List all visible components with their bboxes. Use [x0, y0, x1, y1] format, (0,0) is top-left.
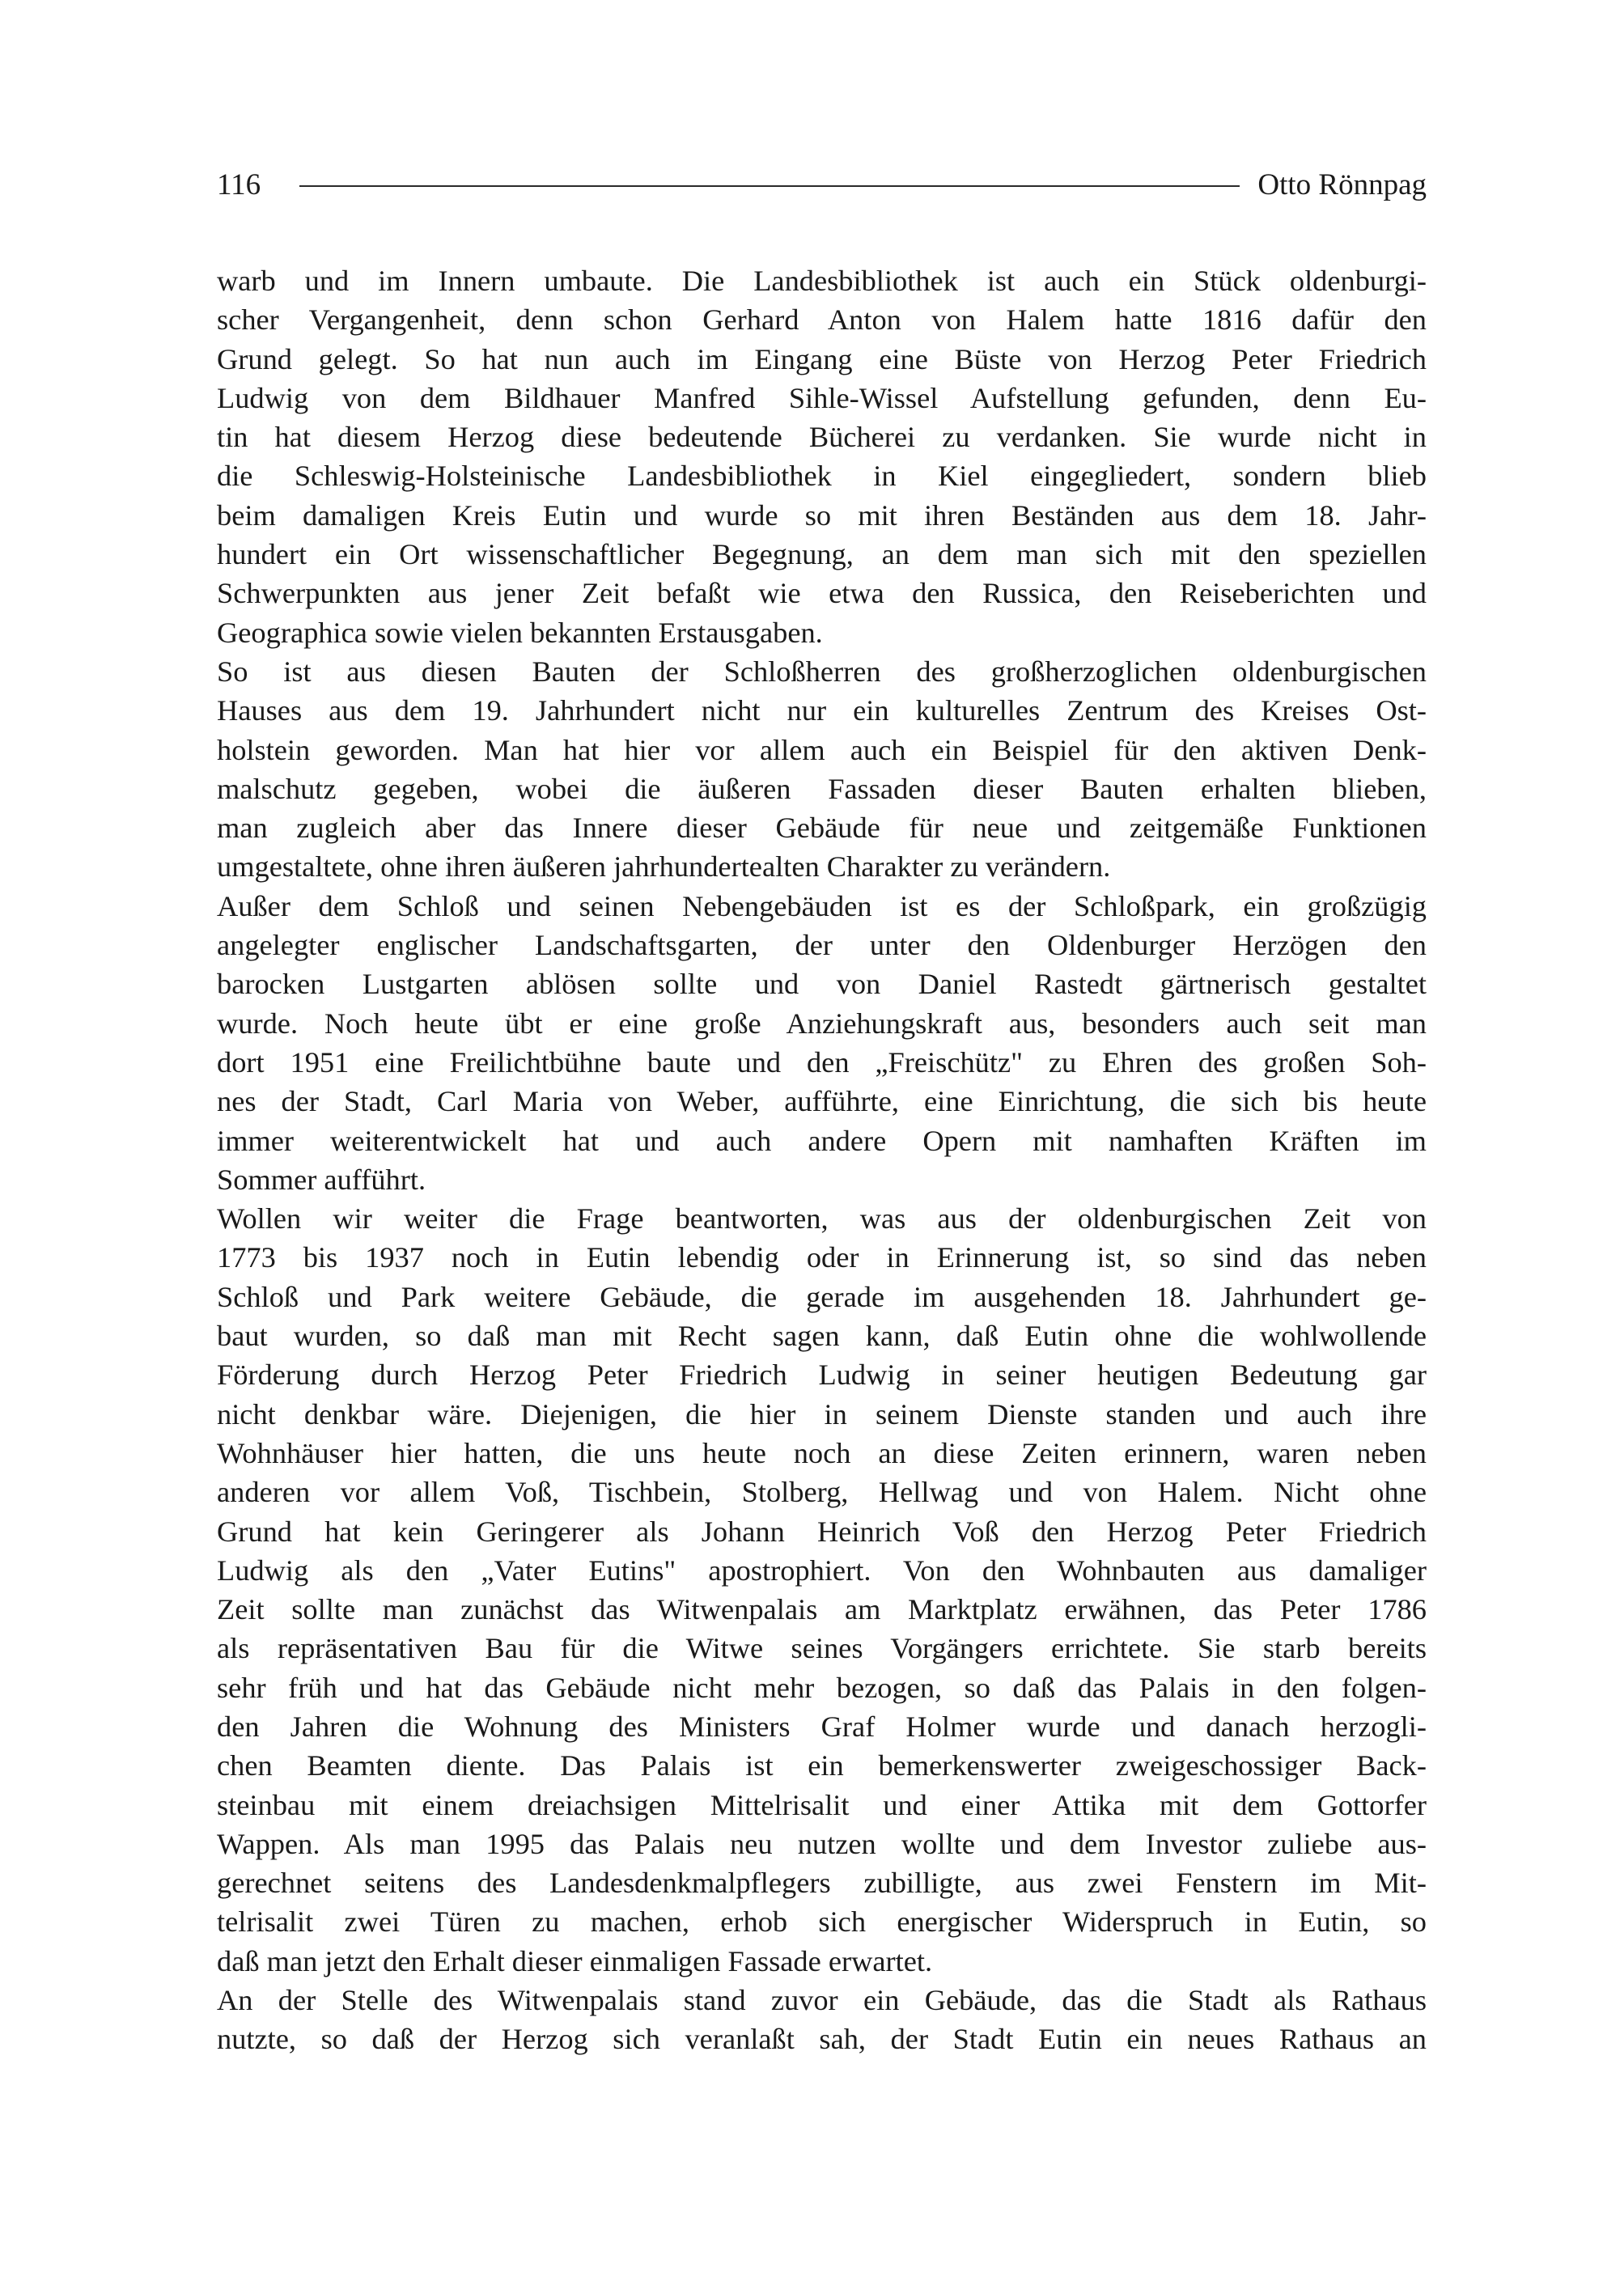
text-line: beim damaligen Kreis Eutin und wurde so mit ihren Beständen aus dem 18. Jahr-	[217, 498, 1427, 532]
text-line: tin hat diesem Herzog diese bedeutende Bücherei zu verdanken. Sie wurde nicht in	[217, 421, 1427, 454]
header-rule	[299, 185, 1240, 187]
text-line: immer weiterentwickelt hat und auch andere Opern mit namhaften Kräften im	[217, 1124, 1427, 1157]
text-line: holstein geworden. Man hat hier vor allem auch ein Beispiel für den aktiven Denk-	[217, 733, 1427, 766]
running-head	[217, 162, 1427, 207]
text-line: Geographica sowie vielen bekannten Erstausgaben.	[217, 616, 823, 649]
text-line: Wollen wir weiter die Frage beantworten, was aus der oldenburgischen Zeit von	[217, 1202, 1427, 1236]
text-line: nes der Stadt, Carl Maria von Weber, aufführte, eine Einrichtung, die sich bis heute	[217, 1085, 1427, 1118]
text-line: gerechnet seitens des Landesdenkmalpflegers zubilligte, aus zwei Fenstern im Mit-	[217, 1867, 1427, 1900]
text-line: als repräsentativen Bau für die Witwe seines Vorgängers errichtete. Sie starb bereits	[217, 1632, 1427, 1665]
body-text	[217, 261, 1427, 2059]
text-line: die Schleswig-Holsteinische Landesbibliothek in Kiel eingegliedert, sondern blieb	[217, 460, 1427, 493]
text-line: Förderung durch Herzog Peter Friedrich Ludwig in seiner heutigen Bedeutung gar	[217, 1358, 1427, 1392]
text-line: Schwerpunkten aus jener Zeit befaßt wie etwa den Russica, den Reiseberichten und	[217, 577, 1427, 610]
text-line: sehr früh und hat das Gebäude nicht mehr bezogen, so daß das Palais in den folgen-	[217, 1671, 1427, 1704]
text-line: So ist aus diesen Bauten der Schloßherren des großherzoglichen oldenburgischen	[217, 655, 1427, 688]
text-line: Grund hat kein Geringerer als Johann Heinrich Voß den Herzog Peter Friedrich	[217, 1515, 1427, 1548]
text-line: Grund gelegt. So hat nun auch im Eingang eine Büste von Herzog Peter Friedrich	[217, 342, 1427, 375]
text-line: nicht denkbar wäre. Diejenigen, die hier in seinem Dienste standen und auch ihre	[217, 1397, 1427, 1430]
text-line: den Jahren die Wohnung des Ministers Graf Holmer wurde und danach herzogli-	[217, 1710, 1427, 1743]
text-line: Hauses aus dem 19. Jahrhundert nicht nur ein kulturelles Zentrum des Kreises Ost-	[217, 694, 1427, 727]
text-line: An der Stelle des Witwenpalais stand zuvor ein Gebäude, das die Stadt als Rathaus	[217, 1984, 1427, 2017]
text-line: chen Beamten diente. Das Palais ist ein bemerkenswerter zweigeschossiger Back-	[217, 1749, 1427, 1782]
text-line: Schloß und Park weitere Gebäude, die gerade im ausgehenden 18. Jahrhundert ge-	[217, 1280, 1427, 1313]
text-line: barocken Lustgarten ablösen sollte und von Daniel Rastedt gärtnerisch gestaltet	[217, 968, 1427, 1001]
text-line: malschutz gegeben, wobei die äußeren Fassaden dieser Bauten erhalten blieben,	[217, 772, 1427, 805]
text-line: 1773 bis 1937 noch in Eutin lebendig oder in Erinnerung ist, so sind das neben	[217, 1241, 1427, 1274]
text-line: baut wurden, so daß man mit Recht sagen kann, daß Eutin ohne die wohlwollende	[217, 1320, 1427, 1353]
text-line: umgestaltete, ohne ihren äußeren jahrhundertealten Charakter zu verändern.	[217, 850, 1111, 884]
text-line: telrisalit zwei Türen zu machen, erhob sich energischer Widerspruch in Eutin, so	[217, 1905, 1427, 1939]
text-line: Ludwig als den „Vater Eutins" apostrophiert. Von den Wohnbauten aus damaliger	[217, 1553, 1427, 1587]
text-line: nutzte, so daß der Herzog sich veranlaßt sah, der Stadt Eutin ein neues Rathaus an	[217, 2023, 1427, 2056]
text-line: warb und im Innern umbaute. Die Landesbibliothek ist auch ein Stück oldenburgi-	[217, 265, 1427, 297]
text-line: angelegter englischer Landschaftsgarten, der unter den Oldenburger Herzögen den	[217, 929, 1427, 962]
running-head-author: Otto Rönnpag	[1257, 167, 1427, 201]
text-line: dort 1951 eine Freilichtbühne baute und den „Freischütz" zu Ehren des großen Soh-	[217, 1045, 1427, 1079]
text-line: Wappen. Als man 1995 das Palais neu nutzen wollte und dem Investor zuliebe aus-	[217, 1827, 1427, 1860]
text-line: man zugleich aber das Innere dieser Gebäude für neue und zeitgemäße Funktionen	[217, 812, 1427, 845]
text-line: Ludwig von dem Bildhauer Manfred Sihle-Wissel Aufstellung gefunden, denn Eu-	[217, 381, 1427, 414]
text-line: wurde. Noch heute übt er eine große Anziehungskraft aus, besonders auch seit man	[217, 1007, 1427, 1040]
text-line: daß man jetzt den Erhalt dieser einmaligen Fassade erwartet.	[217, 1944, 933, 1977]
text-line: Zeit sollte man zunächst das Witwenpalais am Marktplatz erwähnen, das Peter 1786	[217, 1593, 1427, 1626]
text-line: scher Vergangenheit, denn schon Gerhard Anton von Halem hatte 1816 dafür den	[217, 303, 1427, 337]
text-line: hundert ein Ort wissenschaftlicher Begegnung, an dem man sich mit den speziellen	[217, 538, 1427, 571]
page-number: 116	[217, 167, 261, 201]
text-line: anderen vor allem Voß, Tischbein, Stolberg, Hellwag und von Halem. Nicht ohne	[217, 1476, 1427, 1509]
text-line: Wohnhäuser hier hatten, die uns heute noch an diese Zeiten erinnern, waren neben	[217, 1436, 1427, 1469]
text-line: Außer dem Schloß und seinen Nebengebäuden ist es der Schloßpark, ein großzügig	[217, 889, 1427, 922]
text-line: Sommer aufführt.	[217, 1163, 426, 1196]
text-line: steinbau mit einem dreiachsigen Mittelrisalit und einer Attika mit dem Gottorfer	[217, 1788, 1427, 1821]
